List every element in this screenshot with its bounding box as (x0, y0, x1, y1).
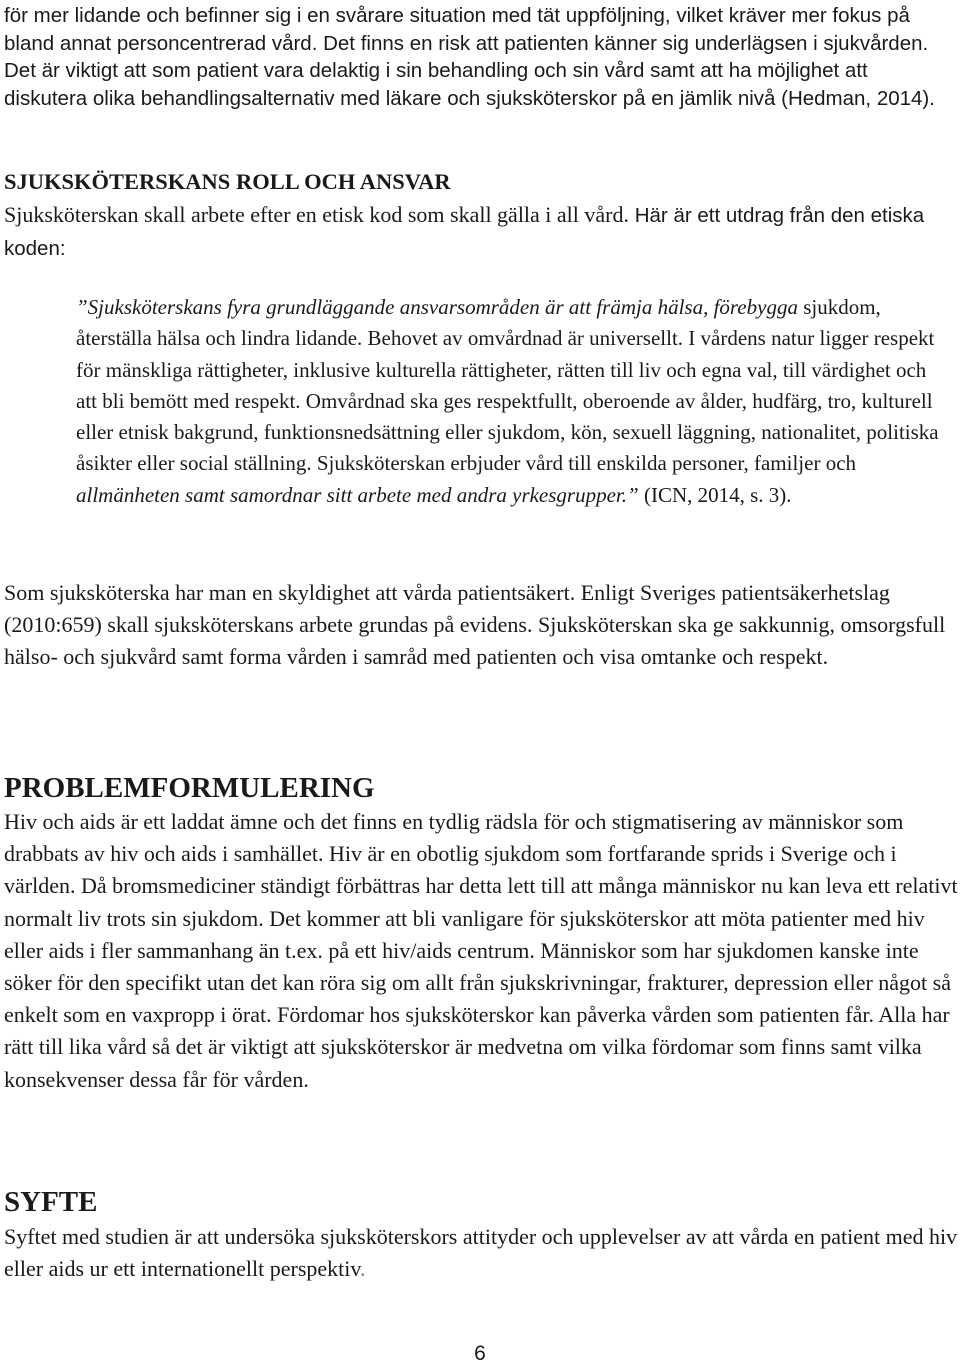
quote-body: sjukdom, återställa hälsa och lindra lidande. Behovet av omvårdnad är universellt. I vårdens natur ligger respekt för mänskliga rättigheter, inklusive kulturella rättigheter, rätten till liv och egna val, till värdighet och att bli bemött med respekt. Omvårdnad ska ges respektfullt, oberoende av ålder, hudfärg, tro, kulturell eller etnisk bakgrund, funktionsnedsättning eller sjukdom, kön, sexuell läggning, nationalitet, politiska åsikter eller social ställning. Sjuksköterskan erbjuder vård till enskilda personer, familjer och (76, 295, 939, 476)
page-number: 6 (474, 1342, 486, 1365)
role-lead-paragraph (4, 199, 958, 265)
patient-safety-paragraph: Som sjuksköterska har man en skyldighet att vårda patientsäkert. Enligt Sveriges patientsäkerhetslag (2010:659) skall sjuksköterskans arbete grundas på evidens. Sjuksköterskan ska ge sakkunnig, omsorgsfull hälso- och sjukvård samt forma vården i samråd med patienten och visa omtanke och respekt. (4, 580, 946, 670)
quote-opening: ”Sjuksköterskans fyra grundläggande ansvarsområden är att främja hälsa, förebygga (76, 295, 798, 319)
role-lead-sans-text: Här är ett utdrag från den etiska koden: (4, 204, 925, 261)
problem-section-heading: PROBLEMFORMULERING (4, 772, 375, 804)
aim-text: Syftet med studien är att undersöka sjuksköterskors attityder och upplevelser av att vårda en patient med hiv eller aids ur ett internationellt perspektiv (4, 1224, 958, 1282)
aim-trailing-dot: . (359, 1256, 366, 1282)
role-lead-serif-text: Sjuksköterskan skall arbete efter en etisk kod som skall gälla i all vård. (4, 202, 630, 227)
ethics-code-quote (76, 292, 946, 511)
problem-paragraph: Hiv och aids är ett laddat ämne och det finns en tydlig rädsla för och stigmatisering av människor som drabbats av hiv och aids i samhället. Hiv är en obotlig sjukdom som fortfarande sprids i Sverige och i världen. Då bromsmediciner ständigt förbättras har detta lett till att många människor nu kan leva ett relativt normalt liv trots sin sjukdom. Det kommer att bli vanligare för sjuksköterskor att möta patienter med hiv eller aids i fler sammanhang än t.ex. på ett hiv/aids centrum. Människor som har sjukdomen kanske inte söker för den specifikt utan det kan röra sig om allt från sjukskrivningar, frakturer, depression eller något så enkelt som en vaxpropp i örat. Fördomar hos sjuksköterskor kan påverka vården som patienten får. Alla har rätt till lika vård så det är viktigt att sjuksköterskor är medvetna om vilka fördomar som finns samt vilka konsekvenser dessa får för vården. (4, 809, 958, 1092)
quote-citation: (ICN, 2014, s. 3). (638, 482, 792, 507)
aim-section-heading: SYFTE (4, 1186, 98, 1218)
quote-ending: allmänheten samt samordnar sitt arbete med andra yrkesgrupper.” (76, 482, 639, 507)
intro-paragraph: för mer lidande och befinner sig i en svårare situation med tät uppföljning, vilket kräver mer fokus på bland annat personcentrerad vård. Det finns en risk att patienten känner sig underlägsen i sjukvården. Det är viktigt att som patient vara delaktig i sin behandling och sin vård samt att ha möjlighet att diskutera olika behandlingsalternativ med läkare och sjuksköterskor på en jämlik nivå (Hedman, 2014). (4, 4, 935, 110)
aim-paragraph (4, 1221, 958, 1285)
role-section-heading: SJUKSKÖTERSKANS ROLL OCH ANSVAR (4, 169, 451, 194)
